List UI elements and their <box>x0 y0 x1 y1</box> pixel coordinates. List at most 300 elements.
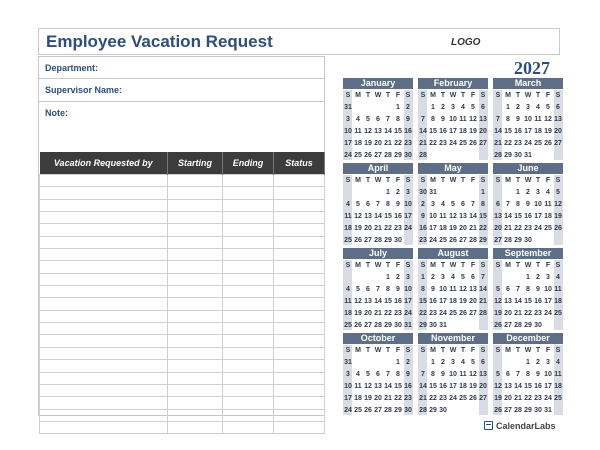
day-cell: 23 <box>534 395 542 402</box>
table-cell[interactable] <box>274 323 325 335</box>
table-cell[interactable] <box>168 212 223 224</box>
weekday-header: F <box>545 92 551 99</box>
day-cell: 13 <box>479 371 487 378</box>
table-cell[interactable] <box>40 224 168 236</box>
day-cell: 20 <box>374 395 382 402</box>
day-cell: 14 <box>384 128 392 135</box>
day-cell: 5 <box>356 201 360 208</box>
day-cell: 26 <box>469 140 477 147</box>
day-cell: 24 <box>344 407 352 414</box>
day-cell: 30 <box>439 407 447 414</box>
table-cell[interactable] <box>168 347 223 359</box>
table-cell[interactable] <box>40 384 168 396</box>
day-cell: 28 <box>384 152 392 159</box>
table-cell[interactable] <box>274 199 325 211</box>
table-cell[interactable] <box>40 335 168 347</box>
weekday-header: S <box>405 347 411 354</box>
table-cell[interactable] <box>40 372 168 384</box>
table-row <box>40 384 325 396</box>
day-cell: 2 <box>396 189 400 196</box>
weekday-header: F <box>470 347 476 354</box>
day-cell <box>363 102 373 114</box>
table-cell[interactable] <box>40 421 168 433</box>
day-cell: 15 <box>394 128 402 135</box>
supervisor-field[interactable] <box>39 79 324 102</box>
weekday-header: T <box>440 177 446 184</box>
day-cell: 26 <box>354 237 362 244</box>
weekday-header: T <box>535 262 541 269</box>
day-cell: 6 <box>481 104 485 111</box>
weekday-header: S <box>495 347 501 354</box>
table-cell[interactable] <box>168 372 223 384</box>
weekday-header: T <box>385 92 391 99</box>
day-cell: 21 <box>504 225 512 232</box>
month-name: May <box>418 163 488 174</box>
header <box>38 28 560 55</box>
department-field[interactable] <box>39 57 324 79</box>
weekday-header: W <box>374 92 382 99</box>
weekday-header: W <box>449 262 457 269</box>
day-cell: 9 <box>526 201 530 208</box>
table-cell[interactable] <box>40 187 168 199</box>
table-header-row <box>40 152 325 175</box>
day-cell: 31 <box>429 189 437 196</box>
day-cell: 8 <box>386 201 390 208</box>
day-cell: 9 <box>516 116 520 123</box>
table-cell[interactable] <box>223 298 274 310</box>
brand-name: CalendarLabs <box>496 421 556 431</box>
day-cell: 3 <box>406 189 410 196</box>
weekday-header: S <box>405 262 411 269</box>
table-cell[interactable] <box>274 347 325 359</box>
day-cell: 6 <box>471 274 475 281</box>
table-cell[interactable] <box>223 421 274 433</box>
table-cell[interactable] <box>223 199 274 211</box>
table-cell[interactable] <box>223 273 274 285</box>
weekday-header: S <box>555 92 561 99</box>
month-june <box>493 163 563 245</box>
table-cell[interactable] <box>168 310 223 322</box>
day-cell: 5 <box>471 104 475 111</box>
day-cell: 15 <box>504 128 512 135</box>
month-april <box>343 163 413 245</box>
table-cell[interactable] <box>168 187 223 199</box>
table-cell[interactable] <box>223 261 274 273</box>
day-cell: 17 <box>449 128 457 135</box>
day-cell <box>493 187 503 199</box>
day-cell: 3 <box>406 274 410 281</box>
day-cell: 19 <box>469 383 477 390</box>
day-cell: 11 <box>449 286 457 293</box>
month-november <box>418 333 488 415</box>
day-cell: 29 <box>479 237 487 244</box>
table-cell[interactable] <box>168 409 223 421</box>
weekday-header: W <box>524 177 532 184</box>
table-cell[interactable] <box>40 236 168 248</box>
day-cell: 13 <box>374 128 382 135</box>
day-cell: 10 <box>534 201 542 208</box>
day-cell: 25 <box>554 395 562 402</box>
day-cell <box>448 187 458 199</box>
day-cell: 28 <box>469 237 477 244</box>
day-cell <box>363 357 373 369</box>
day-cell: 2 <box>421 201 425 208</box>
month-august <box>418 248 488 330</box>
day-cell: 24 <box>524 140 532 147</box>
day-cell: 14 <box>514 383 522 390</box>
table-cell[interactable] <box>274 409 325 421</box>
day-cell: 9 <box>406 371 410 378</box>
table-cell[interactable] <box>40 298 168 310</box>
table-cell[interactable] <box>168 323 223 335</box>
day-cell: 8 <box>386 286 390 293</box>
day-cell: 12 <box>494 383 502 390</box>
weekday-header: F <box>395 92 401 99</box>
day-cell: 16 <box>534 298 542 305</box>
table-cell[interactable] <box>168 175 223 187</box>
table-cell[interactable] <box>40 261 168 273</box>
month-february <box>418 78 488 160</box>
day-cell: 9 <box>536 371 540 378</box>
day-cell: 29 <box>524 407 532 414</box>
weekday-header: S <box>480 92 486 99</box>
table-cell[interactable] <box>274 372 325 384</box>
table-cell[interactable] <box>223 372 274 384</box>
day-cell: 23 <box>394 310 402 317</box>
day-cell: 27 <box>479 395 487 402</box>
day-cell: 15 <box>429 128 437 135</box>
day-cell: 18 <box>354 140 362 147</box>
day-cell: 27 <box>504 322 512 329</box>
day-cell: 3 <box>431 201 435 208</box>
table-cell[interactable] <box>223 236 274 248</box>
day-cell: 5 <box>471 359 475 366</box>
day-cell: 26 <box>544 140 552 147</box>
table-row <box>40 347 325 359</box>
day-cell: 27 <box>494 237 502 244</box>
table-cell[interactable] <box>223 224 274 236</box>
table-cell[interactable] <box>168 384 223 396</box>
day-cell: 2 <box>406 104 410 111</box>
day-cell <box>343 187 353 199</box>
day-cell: 27 <box>374 152 382 159</box>
day-cell: 8 <box>516 201 520 208</box>
table-cell[interactable] <box>168 397 223 409</box>
col-ending: Ending <box>223 152 274 175</box>
day-cell: 9 <box>406 116 410 123</box>
table-cell[interactable] <box>223 310 274 322</box>
department-label: Department: <box>45 63 99 73</box>
weekday-header: W <box>524 92 532 99</box>
table-cell[interactable] <box>274 224 325 236</box>
month-name: September <box>493 248 563 259</box>
weekday-header: S <box>420 92 426 99</box>
table-cell[interactable] <box>168 236 223 248</box>
day-cell: 21 <box>374 225 382 232</box>
weekday-header: F <box>470 262 476 269</box>
day-cell: 5 <box>461 274 465 281</box>
day-cell: 10 <box>439 286 447 293</box>
weekday-header: S <box>480 177 486 184</box>
table-cell[interactable] <box>168 199 223 211</box>
day-cell: 24 <box>344 152 352 159</box>
table-cell[interactable] <box>274 335 325 347</box>
day-cell <box>468 187 478 199</box>
table-cell[interactable] <box>223 335 274 347</box>
day-cell <box>493 272 503 284</box>
table-cell[interactable] <box>168 421 223 433</box>
table-cell[interactable] <box>40 360 168 372</box>
table-cell[interactable] <box>168 249 223 261</box>
table-cell[interactable] <box>223 360 274 372</box>
table-cell[interactable] <box>40 249 168 261</box>
table-cell[interactable] <box>40 347 168 359</box>
day-cell: 3 <box>451 104 455 111</box>
table-cell[interactable] <box>168 224 223 236</box>
day-cell: 21 <box>514 310 522 317</box>
day-cell <box>373 272 383 284</box>
table-cell[interactable] <box>223 175 274 187</box>
day-cell <box>543 235 553 247</box>
day-cell: 22 <box>384 225 392 232</box>
table-cell[interactable] <box>223 323 274 335</box>
day-cell: 11 <box>354 128 362 135</box>
day-cell: 18 <box>344 310 352 317</box>
day-cell: 19 <box>459 298 467 305</box>
table-cell[interactable] <box>274 397 325 409</box>
table-cell[interactable] <box>274 421 325 433</box>
day-cell: 14 <box>494 128 502 135</box>
day-cell: 14 <box>419 128 427 135</box>
day-cell: 24 <box>544 395 552 402</box>
day-cell <box>503 357 513 369</box>
day-cell: 19 <box>354 310 362 317</box>
table-cell[interactable] <box>223 409 274 421</box>
table-cell[interactable] <box>274 384 325 396</box>
day-cell: 28 <box>504 237 512 244</box>
table-cell[interactable] <box>274 360 325 372</box>
calendar-icon <box>484 421 493 430</box>
table-cell[interactable] <box>223 397 274 409</box>
day-cell: 18 <box>344 225 352 232</box>
day-cell <box>403 235 413 247</box>
day-cell: 20 <box>504 310 512 317</box>
table-cell[interactable] <box>274 236 325 248</box>
day-cell: 29 <box>524 322 532 329</box>
day-cell: 12 <box>354 298 362 305</box>
day-cell: 7 <box>386 371 390 378</box>
table-cell[interactable] <box>223 286 274 298</box>
weekday-header: T <box>460 347 466 354</box>
day-cell: 12 <box>364 383 372 390</box>
month-name: November <box>418 333 488 344</box>
day-cell: 29 <box>429 407 437 414</box>
table-cell[interactable] <box>274 286 325 298</box>
weekday-header: S <box>480 262 486 269</box>
day-cell: 22 <box>429 395 437 402</box>
day-cell: 14 <box>419 383 427 390</box>
day-cell <box>428 150 438 162</box>
day-cell: 24 <box>404 225 412 232</box>
day-cell: 16 <box>514 128 522 135</box>
day-cell: 30 <box>514 152 522 159</box>
table-cell[interactable] <box>223 249 274 261</box>
day-cell: 30 <box>419 189 427 196</box>
table-cell[interactable] <box>223 187 274 199</box>
day-cell: 6 <box>376 371 380 378</box>
day-cell <box>373 102 383 114</box>
day-cell: 4 <box>461 359 465 366</box>
table-cell[interactable] <box>40 409 168 421</box>
table-cell[interactable] <box>40 175 168 187</box>
table-cell[interactable] <box>274 249 325 261</box>
note-field[interactable] <box>39 102 324 152</box>
day-cell: 7 <box>496 116 500 123</box>
table-cell[interactable] <box>274 261 325 273</box>
weekday-header: S <box>420 177 426 184</box>
day-cell: 25 <box>344 322 352 329</box>
month-may <box>418 163 488 245</box>
weekday-header: W <box>374 262 382 269</box>
table-cell[interactable] <box>40 199 168 211</box>
day-cell: 18 <box>449 298 457 305</box>
weekday-header: T <box>365 177 371 184</box>
month-july <box>343 248 413 330</box>
table-row <box>40 236 325 248</box>
day-cell: 23 <box>534 310 542 317</box>
weekday-header: T <box>460 177 466 184</box>
day-cell: 30 <box>534 407 542 414</box>
day-cell: 20 <box>469 298 477 305</box>
day-cell: 8 <box>396 371 400 378</box>
day-cell: 30 <box>534 322 542 329</box>
table-cell[interactable] <box>168 360 223 372</box>
day-cell <box>383 102 393 114</box>
table-cell[interactable] <box>168 298 223 310</box>
day-cell <box>363 272 373 284</box>
day-cell: 21 <box>494 140 502 147</box>
table-cell[interactable] <box>40 323 168 335</box>
table-row <box>40 310 325 322</box>
day-cell: 25 <box>354 152 362 159</box>
table-cell[interactable] <box>223 384 274 396</box>
day-cell: 15 <box>429 383 437 390</box>
day-cell: 7 <box>376 201 380 208</box>
day-cell <box>478 150 488 162</box>
day-cell: 1 <box>421 274 425 281</box>
weekday-header: T <box>440 262 446 269</box>
table-cell[interactable] <box>274 187 325 199</box>
day-cell <box>513 357 523 369</box>
table-cell[interactable] <box>274 273 325 285</box>
day-cell <box>363 187 373 199</box>
request-form <box>38 56 325 416</box>
day-cell: 11 <box>344 213 352 220</box>
table-cell[interactable] <box>274 175 325 187</box>
day-cell: 6 <box>376 116 380 123</box>
day-cell: 28 <box>514 322 522 329</box>
day-cell: 4 <box>356 371 360 378</box>
day-cell: 23 <box>429 310 437 317</box>
day-cell <box>543 320 553 332</box>
day-cell: 22 <box>394 395 402 402</box>
day-cell <box>353 102 363 114</box>
day-cell: 20 <box>374 140 382 147</box>
table-cell[interactable] <box>274 298 325 310</box>
table-cell[interactable] <box>40 273 168 285</box>
weekday-header: M <box>355 347 361 354</box>
weekday-header: T <box>440 347 446 354</box>
day-cell: 16 <box>429 298 437 305</box>
day-cell: 29 <box>394 407 402 414</box>
day-cell: 6 <box>506 371 510 378</box>
table-cell[interactable] <box>223 212 274 224</box>
day-cell: 26 <box>449 237 457 244</box>
day-cell: 20 <box>364 225 372 232</box>
day-cell: 5 <box>496 286 500 293</box>
day-cell: 26 <box>469 395 477 402</box>
day-cell: 4 <box>346 201 350 208</box>
day-cell: 4 <box>536 104 540 111</box>
day-cell: 16 <box>439 383 447 390</box>
table-cell[interactable] <box>40 286 168 298</box>
table-cell[interactable] <box>40 397 168 409</box>
day-cell: 4 <box>356 116 360 123</box>
table-cell[interactable] <box>274 310 325 322</box>
day-cell: 31 <box>439 322 447 329</box>
day-cell: 9 <box>396 201 400 208</box>
table-cell[interactable] <box>168 273 223 285</box>
day-cell <box>478 405 488 417</box>
weekday-header: T <box>535 177 541 184</box>
day-cell: 1 <box>431 104 435 111</box>
day-cell: 11 <box>459 371 467 378</box>
day-cell: 29 <box>504 152 512 159</box>
table-row <box>40 199 325 211</box>
day-cell: 31 <box>544 407 552 414</box>
day-cell: 2 <box>431 274 435 281</box>
day-cell <box>493 357 503 369</box>
table-cell[interactable] <box>40 212 168 224</box>
day-cell: 14 <box>374 298 382 305</box>
weekday-header: M <box>505 262 511 269</box>
weekday-header: F <box>470 92 476 99</box>
weekday-header: S <box>405 92 411 99</box>
day-cell: 13 <box>469 286 477 293</box>
table-cell[interactable] <box>223 347 274 359</box>
table-row <box>40 286 325 298</box>
table-cell[interactable] <box>274 212 325 224</box>
table-cell[interactable] <box>168 261 223 273</box>
day-cell: 2 <box>441 104 445 111</box>
day-cell <box>543 150 553 162</box>
day-cell: 27 <box>459 237 467 244</box>
table-cell[interactable] <box>168 286 223 298</box>
weekday-header: S <box>555 347 561 354</box>
day-cell: 11 <box>534 116 542 123</box>
day-cell: 3 <box>346 116 350 123</box>
day-cell: 25 <box>459 140 467 147</box>
table-cell[interactable] <box>40 310 168 322</box>
table-cell[interactable] <box>168 335 223 347</box>
day-cell: 6 <box>461 201 465 208</box>
day-cell: 2 <box>441 359 445 366</box>
day-cell: 27 <box>469 310 477 317</box>
day-cell: 16 <box>524 213 532 220</box>
day-cell: 14 <box>514 298 522 305</box>
day-cell: 17 <box>404 213 412 220</box>
month-october <box>343 333 413 415</box>
